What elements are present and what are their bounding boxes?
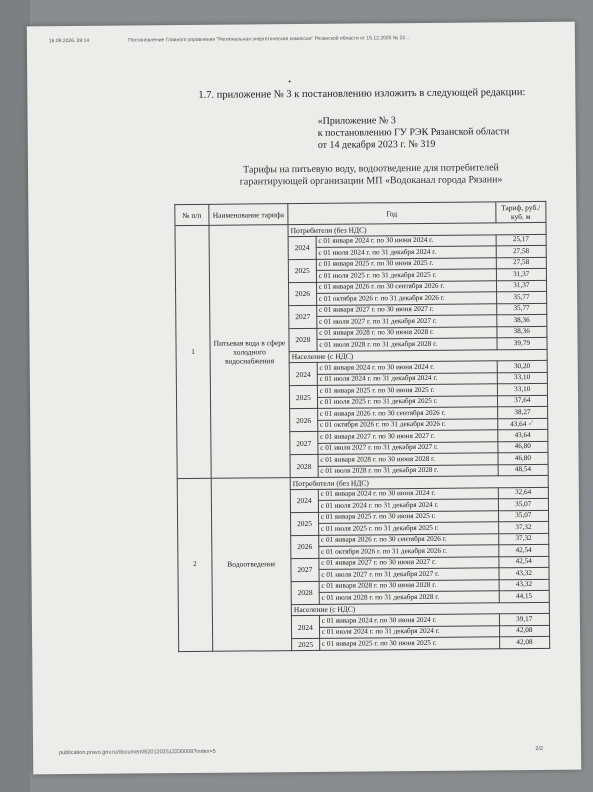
period-cell: с 01 января 2027 г. по 30 июня 2027 г. [316,303,496,316]
clause-text: 1.7. приложение № 3 к постановлению изложить в следующей редакции: [198,87,526,101]
period-cell: с 01 июля 2024 г. по 31 декабря 2024 г. [318,499,498,512]
service-number: 2 [177,478,212,651]
tariff-value-text: 37,64 [514,396,531,405]
tariff-value-text: 43,32 [515,580,533,589]
period-cell: с 01 июля 2024 г. по 31 декабря 2024 г. [316,246,496,259]
year-cell: 2024 [288,236,316,259]
tariff-value-text: 43,64 [514,430,531,439]
tariff-value-text: 35,77 [513,292,530,301]
year-cell: 2026 [290,408,318,431]
period-cell: с 01 января 2024 г. по 30 июня 2024 г. [317,361,497,374]
year-cell: 2026 [291,535,319,558]
tariff-value-text: 33,10 [514,373,531,382]
tariff-value [497,429,547,441]
tariff-value [498,533,548,545]
tariff-value-text: 35,07 [515,511,532,520]
period-cell: с 01 июля 2027 г. по 31 декабря 2027 г. [318,441,498,454]
appendix-line: от 14 декабря 2023 г. № 319 [317,138,436,151]
tariff-value [497,372,547,384]
tariff-value [496,303,546,315]
tariff-value-text: 39,79 [513,338,530,347]
tariff-value-text: 33,10 [514,384,531,393]
service-name: Питьевая вода в сфере холодного водоснабжения [209,225,290,479]
header-tariff: Тариф, руб./куб. м [495,201,546,222]
title-line: гарантирующей организации МП «Водоканал города Рязани» [239,174,503,188]
year-cell: 2026 [289,282,317,305]
tariff-value [498,544,548,556]
tariff-value [496,245,546,257]
tariff-value-text: 30,20 [513,361,531,370]
tariff-value-text: 46,80 [514,442,531,451]
tariff-value [496,280,546,292]
tariff-value-text: 25,17 [512,235,530,244]
tariff-value [498,487,548,499]
tariff-value-text: 42,54 [515,557,532,566]
year-cell: 2025 [289,385,317,408]
tariff-value [499,590,549,602]
appendix-caption [318,114,510,152]
period-cell: с 01 января 2028 г. по 30 июня 2028 г. [317,326,497,339]
tariff-value [496,268,546,280]
background [0,0,30,792]
period-cell: с 01 октября 2026 г. по 31 декабря 2026 г. [316,292,496,305]
year-cell: 2028 [290,454,318,477]
tariff-value [497,383,547,395]
tariff-value-text: 31,37 [513,281,530,290]
period-cell: с 01 июля 2024 г. по 31 декабря 2024 г. [317,372,497,385]
period-cell: с 01 июля 2025 г. по 31 декабря 2025 г. [318,522,498,535]
tariff-value-text: 42,54 [515,545,532,554]
tariff-value [497,406,547,418]
header-year: Год [288,202,496,225]
year-cell: 2024 [289,362,317,385]
year-cell: 2025 [291,512,319,535]
tariff-value [499,567,549,579]
print-date: 16.09.2026, 09:14 [48,37,90,45]
tariff-value-text: 44,15 [515,591,533,600]
period-cell: с 01 января 2025 г. по 30 июня 2025 г. [318,510,498,523]
footer-url: publication.pravo.gov.ru/document/6201202512230008?index=5 [59,748,216,757]
year-cell: 2025 [292,638,320,650]
tariff-table [174,201,550,652]
tariff-value [498,521,548,533]
period-cell: с 01 января 2025 г. по 30 июня 2025 г. [317,384,497,397]
year-cell: 2027 [290,431,318,454]
tariff-value [496,314,546,326]
tariff-value-text: 46,80 [514,453,531,462]
tariff-value [498,452,548,464]
tariff-value [496,234,546,246]
tariff-value-text: 27,58 [512,246,530,255]
header-name: Наименование тарифа [209,204,288,226]
period-cell: с 01 января 2024 г. по 30 июня 2024 г. [316,234,496,247]
period-cell: с 01 июля 2027 г. по 31 декабря 2027 г. [317,315,497,328]
period-cell: с 01 октября 2026 г. по 31 декабря 2026 г. [319,545,499,558]
tariff-value [497,360,547,372]
group-label: Население (с НДС) [289,349,547,363]
period-cell: с 01 января 2026 г. по 30 сентября 2026 г. [316,280,496,293]
appendix-line: к постановлению ГУ РЭК Рязанской области [317,126,510,139]
period-cell: с 01 января 2025 г. по 30 июня 2025 г. [316,257,496,270]
tariff-value [497,395,547,407]
group-label: Население (с НДС) [291,602,549,616]
period-cell: с 01 января 2026 г. по 30 сентября 2026 г. [317,407,497,420]
period-cell: с 01 июля 2025 г. по 31 декабря 2025 г. [316,269,496,282]
tariff-value-text: 38,36 [513,327,530,336]
page-number: 2/2 [535,745,544,752]
tariff-value-text: 32,64 [515,488,532,497]
print-doc-title: Постановление Главного управления "Региональная энергетическая комиссия" Рязанской области от 15.12.2025 № 22... [128,35,410,44]
tariff-value-text: 38,27 [514,407,531,416]
tariff-value [496,291,546,303]
service-number: 1 [175,225,211,478]
tariff-value-text: 38,36 [513,315,530,324]
tariff-value-text: 39,17 [516,614,533,623]
group-label: Потребители (без НДС) [290,475,548,489]
tariff-value [497,441,547,453]
tariff-value-text: 48,54 [514,465,532,474]
tariff-value [497,337,547,349]
group-label: Потребители (без НДС) [288,222,546,236]
tariff-value [498,556,548,568]
period-cell: с 01 января 2026 г. по 30 сентября 2026 г. [318,533,498,546]
print-footer [59,746,561,756]
period-cell: с 01 января 2028 г. по 30 июня 2028 г. [319,579,499,592]
period-cell: с 01 июля 2028 г. по 31 декабря 2028 г. [319,591,499,604]
tariff-value [499,613,549,625]
period-cell: с 01 января 2024 г. по 30 июня 2024 г. [319,614,499,627]
tariff-value-text: 35,77 [513,304,530,313]
period-cell: с 01 июля 2028 г. по 31 декабря 2028 г. [318,464,498,477]
table-body [175,222,550,651]
tariff-value [499,579,549,591]
year-cell: 2025 [288,259,316,282]
tariff-value [498,510,548,522]
year-cell: 2024 [290,489,318,512]
tariff-value-text: 42,08 [516,637,533,646]
tariff-value-text: 37,32 [515,522,532,531]
year-cell: 2027 [289,305,317,328]
title-line: Тарифы на питьевую воду, водоотведение для потребителей [243,162,499,176]
period-cell: с 01 января 2025 г. по 30 июня 2025 г. [319,637,499,650]
tariff-value-text: 35,07 [515,499,532,508]
document-page [27,22,582,775]
year-cell: 2027 [291,558,319,581]
appendix-line: «Приложение № 3 [317,115,396,127]
tariff-value-text: 27,58 [513,258,530,267]
year-cell: 2024 [291,615,319,638]
print-header [49,34,555,44]
tariff-value-text: 31,37 [513,269,530,278]
period-cell: с 01 января 2027 г. по 30 июня 2027 г. [319,556,499,569]
period-cell: с 01 июля 2024 г. по 31 декабря 2024 г. [319,625,499,638]
period-cell: с 01 июля 2027 г. по 31 декабря 2027 г. [319,568,499,581]
period-cell: с 01 июля 2025 г. по 31 декабря 2025 г. [317,395,497,408]
year-cell: 2028 [291,581,319,604]
period-cell: с 01 июля 2028 г. по 31 декабря 2028 г. [317,338,497,351]
tariff-value [497,418,547,430]
tariff-value [498,464,548,476]
tariff-value [496,326,546,338]
tariff-value [496,257,546,269]
period-cell: с 01 января 2028 г. по 30 июня 2028 г. [318,453,498,466]
service-name: Водоотведение [211,478,292,651]
period-cell: с 01 января 2027 г. по 30 июня 2027 г. [318,430,498,443]
table-title [211,162,531,189]
dot-mark: • [288,77,292,87]
period-cell: с 01 января 2024 г. по 30 июня 2024 г. [318,487,498,500]
header-no: № п/п [175,204,209,225]
tariff-value [499,625,549,637]
year-cell: 2028 [289,328,317,351]
tariff-value-text: 42,08 [516,626,533,635]
tariff-value-text: 43,64 [510,419,527,428]
tariff-value [499,636,549,648]
tariff-value-text: 37,32 [515,534,532,543]
period-cell: с 01 октября 2026 г. по 31 декабря 2026 г. [317,418,497,431]
tariff-value-text: 43,32 [515,568,532,577]
checkmark-icon: ✓ [527,417,535,428]
tariff-value [498,498,548,510]
